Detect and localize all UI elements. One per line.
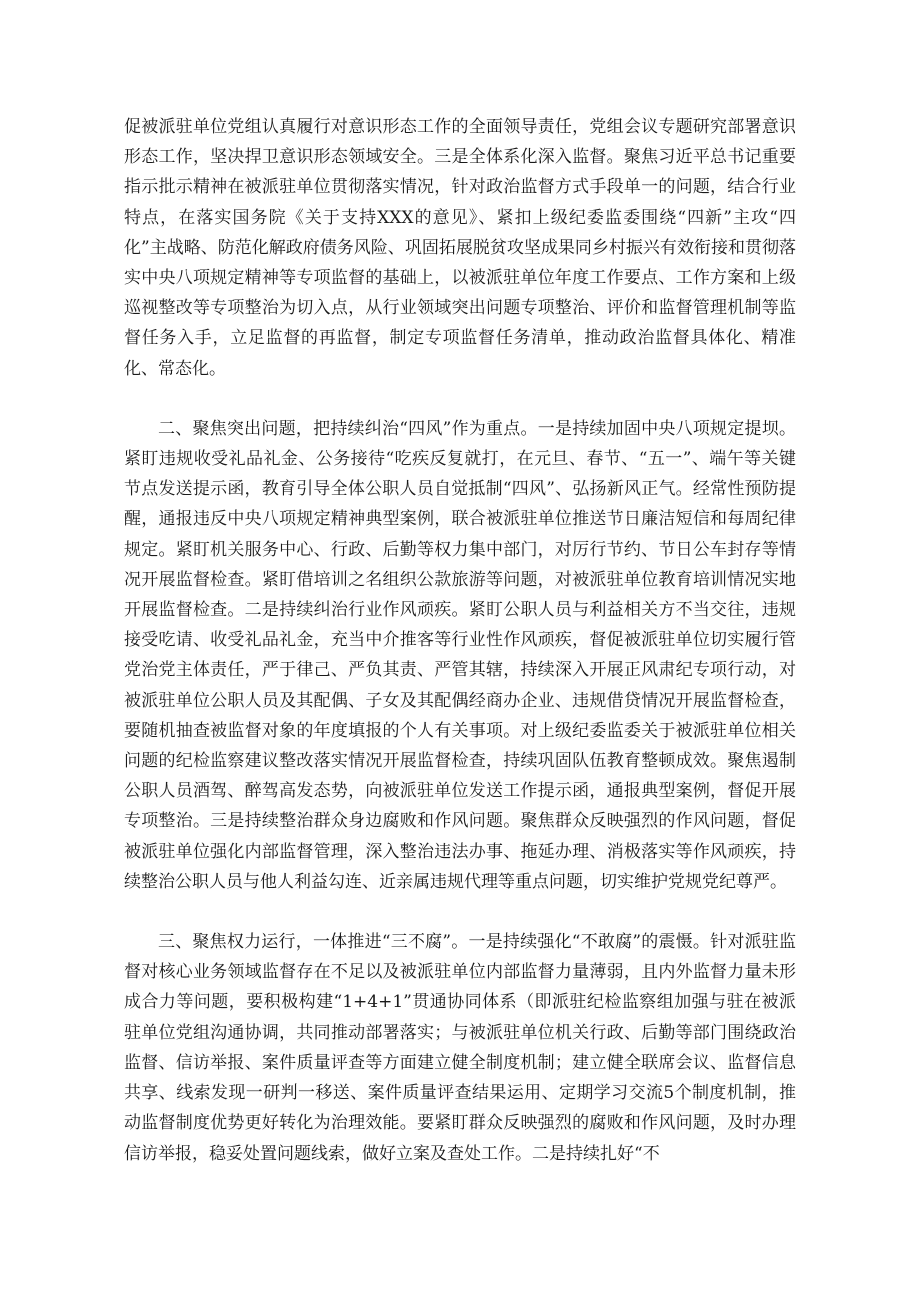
paragraph-3: 三、聚焦权力运行，一体推进“三不腐”。一是持续强化“不敢腐”的震慑。针对派驻监督对核心业务领域监督存在不足以及被派驻单位内部监督力量薄弱，且内外监督力量未形成合力等问题，要积极构建“1+4+1”贯通协同体系（即派驻纪检监察组加强与驻在被派驻单位党组沟通协调，共同推动部署落实；与被派驻单位机关行政、后勤等部门围绕政治监督、信访举报、案件质量评查等方面建立健全制度机制；建立健全联席会议、监督信息共享、线索发现一研判一移送、案件质量评查结果运用、定期学习交流5个制度机制，推动监督制度优势更好转化为治理效能。要紧盯群众反映强烈的腐败和作风问题，及时办理信访举报，稳妥处置问题线索，做好立案及查处工作。二是持续扎好“不: [124, 932, 796, 1164]
paragraph-1: 促被派驻单位党组认真履行对意识形态工作的全面领导责任，党组会议专题研究部署意识形态工作，坚决捍卫意识形态领域安全。三是全体系化深入监督。聚焦习近平总书记重要指示批示精神在被派驻单位贯彻落实情况，针对政治监督方式手段单一的问题，结合行业特点，在落实国务院《关于支持XXX的意见》、紧扣上级纪委监委围绕“四新”主攻“四化”主战略、防范化解政府债务风险、巩固拓展脱贫攻坚成果同乡村振兴有效衔接和贯彻落实中央八项规定精神等专项监督的基础上，以被派驻单位年度工作要点、工作方案和上级巡视整改等专项整治为切入点，从行业领域突出问题专项整治、评价和监督管理机制等监督任务入手，立足监督的再监督，制定专项监督任务清单，推动政治监督具体化、精准化、常态化。: [124, 117, 796, 379]
paragraph-2: 二、聚焦突出问题，把持续纠治“四风”作为重点。一是持续加固中央八项规定提坝。紧盯违规收受礼品礼金、公务接待“吃疾反复就打，在元旦、春节、“五一”、端午等关键节点发送提示函，教育引导全体公职人员自觉抵制“四风”、弘扬新风正气。经常性预防提醒，通报违反中央八项规定精神典型案例，联合被派驻单位推送节日廉洁短信和每周纪律规定。紧盯机关服务中心、行政、后勤等权力集中部门，对厉行节约、节日公车封存等情况开展监督检查。紧盯借培训之名组织公款旅游等问题，对被派驻单位教育培训情况实地开展监督检查。二是持续纠治行业作风顽疾。紧盯公职人员与利益相关方不当交往，违规接受吃请、收受礼品礼金，充当中介推客等行业性作风顽疾，督促被派驻单位切实履行管党治党主体责任，严于律己、严负其责、严管其辖，持续深入开展正风肃纪专项行动，对被派驻单位公职人员及其配偶、子女及其配偶经商办企业、违规借贷情况开展监督检查，要随机抽查被监督对象的年度填报的个人有关事项。对上级纪委监委关于被派驻单位相关问题的纪检监察建议整改落实情况开展监督检查，持续巩固队伍教育整顿成效。聚焦遏制公职人员酒驾、醉驾高发态势，向被派驻单位发送工作提示函，通报典型案例，督促开展专项整治。三是持续整治群众身边腐败和作风问题。聚焦群众反映强烈的作风问题，督促被派驻单位强化内部监督管理，深入整治违法办事、拖延办理、消极落实等作风顽疾，持续整治公职人员与他人利益勾连、近亲属违规代理等重点问题，切实维护党规党纪尊严。: [124, 418, 796, 892]
paragraph-gap: [124, 897, 796, 927]
paragraph-gap: [124, 384, 796, 414]
